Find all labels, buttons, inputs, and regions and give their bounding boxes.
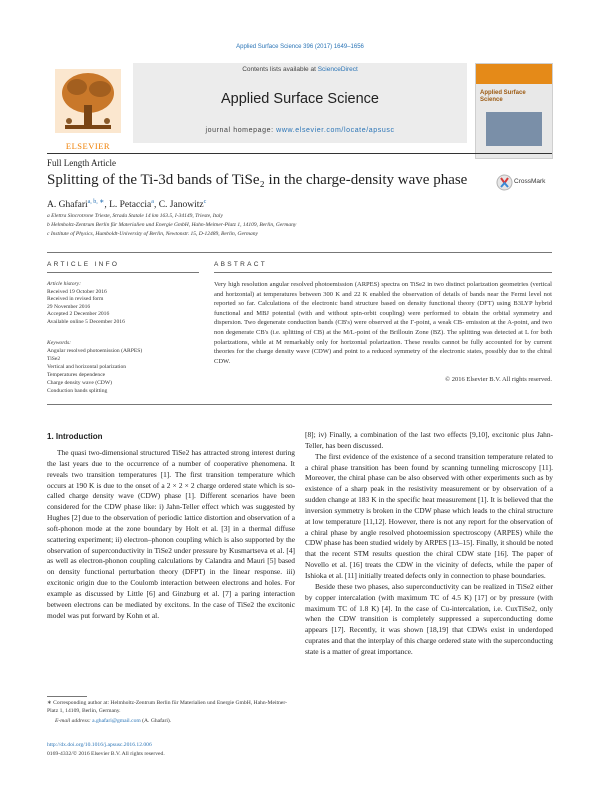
author-sup[interactable]: c [203, 199, 207, 205]
intro-left-column [47, 448, 295, 622]
abstract-text: Very high resolution angular resolved photoemission (ARPES) spectra on TiSe2 in two distinct polarization geometries (vertical and horizontal) at temperatures between 300 K and 22 K enabled the observation of details of bands near the Fermi level not reported so far. Calculations of the electronic band structure based on density functional theory (DFT) using B3LYP hybrid functional and MBJ potential (with and without spin-orbit coupling) were performed to obtain the orbital symmetry and dispersion. Two degenerate conduction bands (CB's) were observed at the Γ-point, a weak CB- emission at the A-point, and two non degenerate CB's (i.e. splitting of CB) at the M/L-point of the Brillouin Zone (BZ). The splitting was detected at L for both polarizations, while at M remarkably only for horizontal polarization. These results cannot be fully accounted for by current theories for the charge density wave (CDW) and point to a reduced symmetry of the electronic states, possibly due to the chiral CDW. [214, 281, 552, 365]
author-name[interactable]: A. Ghafari [47, 200, 88, 211]
header-rule [47, 153, 552, 154]
affiliation: b Helmholtz-Zentrum Berlin für Materialien und Energie GmbH, Hahn-Meitner-Platz 1, 14109, Berlin, Germany [47, 222, 297, 228]
journal-title: Applied Surface Science [221, 91, 379, 107]
article-type: Full Length Article [47, 158, 116, 168]
history-item: Available online 5 December 2016 [47, 318, 125, 325]
homepage-url-link[interactable]: www.elsevier.com/locate/apsusc [276, 127, 395, 134]
email-label: E-mail address: [55, 718, 93, 724]
intro-paragraph: The first evidence of the existence of a second transition temperature related to a chiral phase transition has been found by scanning tunneling microscopy [11]. Moreover, the chiral phase can be also observed with other experiments such as by existence of a sharp peak in the resistivity measurement or by observation of a sudden change at 183 K in the specific heat measurement [1]. It is believed that the inversion symmetry is broken in the CDW phase which leads to the chiral structure at low temperature [11,12]. However, there is not any report for the observation of a chiral phase by angle resolved photoemission spectroscopy (ARPES) while the CDW phase has been studied widely by ARPES [13–15]. Finally, it should be noted that the recent STM results question the chiral CDW state [16]. The paper of Novello et al. [16] treats the CDW in the vicinity of defects, while the paper of Ishioka et al. [11] initially treated defects only in connection to phase boundaries. [305, 451, 553, 580]
author-sup[interactable]: a, b, ∗ [87, 199, 105, 205]
elsevier-tree-logo [47, 65, 129, 137]
intro-paragraph: Beside these two phases, also superconductivity can be realized in TiSe2 either by copper intercalation (with maximum TC of 4.5 K) [17] or by pressure (with maximum TC of 1.8 K) [4]. In the case of Cu-intercalation, i.e. CuxTiSe2, only when the CDW transition is completely suppressed a superconducting dome appears [17]. Recently, it was shown [18,19] that CDWs exist in underdoped cuprates and that the interplay of this charge ordered state with the superconducting state is a matter of great importance. [305, 581, 553, 656]
masthead-banner [133, 63, 467, 143]
publisher-wordmark: ELSEVIER [65, 141, 111, 151]
doi-link[interactable] [47, 742, 152, 750]
cover-image [486, 112, 542, 146]
footnote-rule [47, 696, 87, 697]
history-item: Received 19 October 2016 [47, 288, 107, 295]
journal-masthead [47, 63, 552, 159]
keyword-item: Temperatures dependence [47, 372, 106, 378]
keyword-item: Charge density wave (CDW) [47, 380, 112, 386]
keyword-item: Vertical and horizontal polarization [47, 364, 127, 370]
info-rule [47, 272, 199, 273]
affiliation-rule [47, 252, 552, 253]
keyword-item: Angular resolved photoemission (ARPES) [47, 348, 143, 354]
crossmark-badge[interactable] [496, 174, 552, 192]
affiliation: c Institute of Physics, Humboldt-University of Berlin, Newtonstr. 15, D-12489, Berlin, Germany [47, 231, 258, 237]
journal-citation[interactable]: Applied Surface Science 396 (2017) 1649–1656 [236, 44, 364, 50]
intro-paragraph: The quasi two-dimensional structured TiSe2 has attracted strong interest during the last years due to the occurrence of a number of cooperative phenomena. It reveals two transition temperatures [1]. The first transition temperature which occurs at 190 K is due to the onset of a 2 × 2 × 2 charge ordered state which is so-called charge density wave (CDW) phase [1]. Different scenarios have been considered for the CDW phase like: i) Jahn-Teller effect which was suggested by Hughes [2] due to the observation of periodic lattice distortion and observation of a soft-phonon mode at the zone boundary by Holt et al. [3] in a thermal diffuse scattering experiment; ii) electron–phonon coupling which is also supported by the observation of superconductivity in TiSe2 under pressure by Kusmartseva et al. [4] as well as electron-phonon coupling calculations by Calandra and Mauri [5] based on density functional perturbation theory (DFPT) in the linear response. iii) excitonic origin due to the Coulomb interaction between electrons and holes. For example as discussed by Little [6] and Ginzburg et al. [7] a paring interaction between electrons can be mediated by excitons. In the case of TiSe2 the excitonic model was put forward by Kohn et al. [47, 448, 295, 620]
intro-paragraph: [8]; iv) Finally, a combination of the last two effects [9,10], excitonic plus Jahn-Teller, has been discussed. [305, 430, 553, 450]
history-item: Received in revised form [47, 296, 104, 302]
history-label: Article history: [47, 281, 82, 287]
intro-right-column [305, 430, 553, 658]
keywords-label: Keywords: [47, 340, 72, 346]
journal-cover-thumbnail [475, 63, 553, 159]
author-sup[interactable]: a [151, 199, 154, 205]
contents-line [133, 66, 467, 73]
abstract-rule [214, 272, 552, 273]
article-info-heading: ARTICLE INFO [47, 261, 120, 268]
sciencedirect-link[interactable]: ScienceDirect [317, 66, 358, 73]
history-item: 29 November 2016 [47, 303, 91, 310]
author-list: A. Ghafari$^{a, b, ∗}$, L. Petaccia$^a$, C. Janowitz$^c$ [47, 199, 207, 211]
homepage-prefix: journal homepage: [205, 127, 277, 134]
journal-homepage [133, 127, 467, 134]
affiliation: a Elettra Sincrotrone Trieste, Strada Statale 14 km 163.5, I-34149, Trieste, Italy [47, 213, 223, 219]
author-name[interactable]: L. Petaccia [109, 200, 152, 211]
email-link[interactable]: a.ghafari@gmail.com [92, 718, 141, 724]
author-name[interactable]: C. Janowitz [158, 200, 204, 211]
keyword-item: Conduction bands splitting [47, 388, 108, 394]
contents-prefix: Contents lists available at [242, 66, 318, 73]
cover-title: Applied Surface Science [480, 90, 526, 103]
keyword-item: TiSe2 [47, 356, 61, 362]
abstract-bottom-rule [47, 404, 552, 405]
email-footnote [55, 718, 295, 726]
crossmark-icon [496, 174, 513, 191]
cover-band [476, 64, 552, 84]
doi-text[interactable]: http://dx.doi.org/10.1016/j.apsusc.2016.12.006 [47, 742, 152, 748]
abstract-copyright: © 2016 Elsevier B.V. All rights reserved. [445, 376, 552, 383]
issn-line: 0169-4332/© 2016 Elsevier B.V. All rights reserved. [47, 751, 165, 757]
article-title: Splitting of the Ti-3d bands of TiSe₂ in the charge-density wave phase [47, 172, 468, 188]
corresponding-author-footnote: ∗ Corresponding author at: Helmholtz-Zentrum Berlin für Materialien und Energie GmbH, Hahn-Meitner-Platz 1, 14109, Berlin, Germany. [47, 700, 287, 714]
history-item: Accepted 2 December 2016 [47, 311, 110, 317]
abstract-heading: ABSTRACT [214, 261, 268, 268]
crossmark-label: CrossMark [514, 178, 546, 185]
section-heading-introduction: 1. Introduction [47, 432, 103, 441]
email-suffix: (A. Ghafari). [140, 718, 172, 724]
